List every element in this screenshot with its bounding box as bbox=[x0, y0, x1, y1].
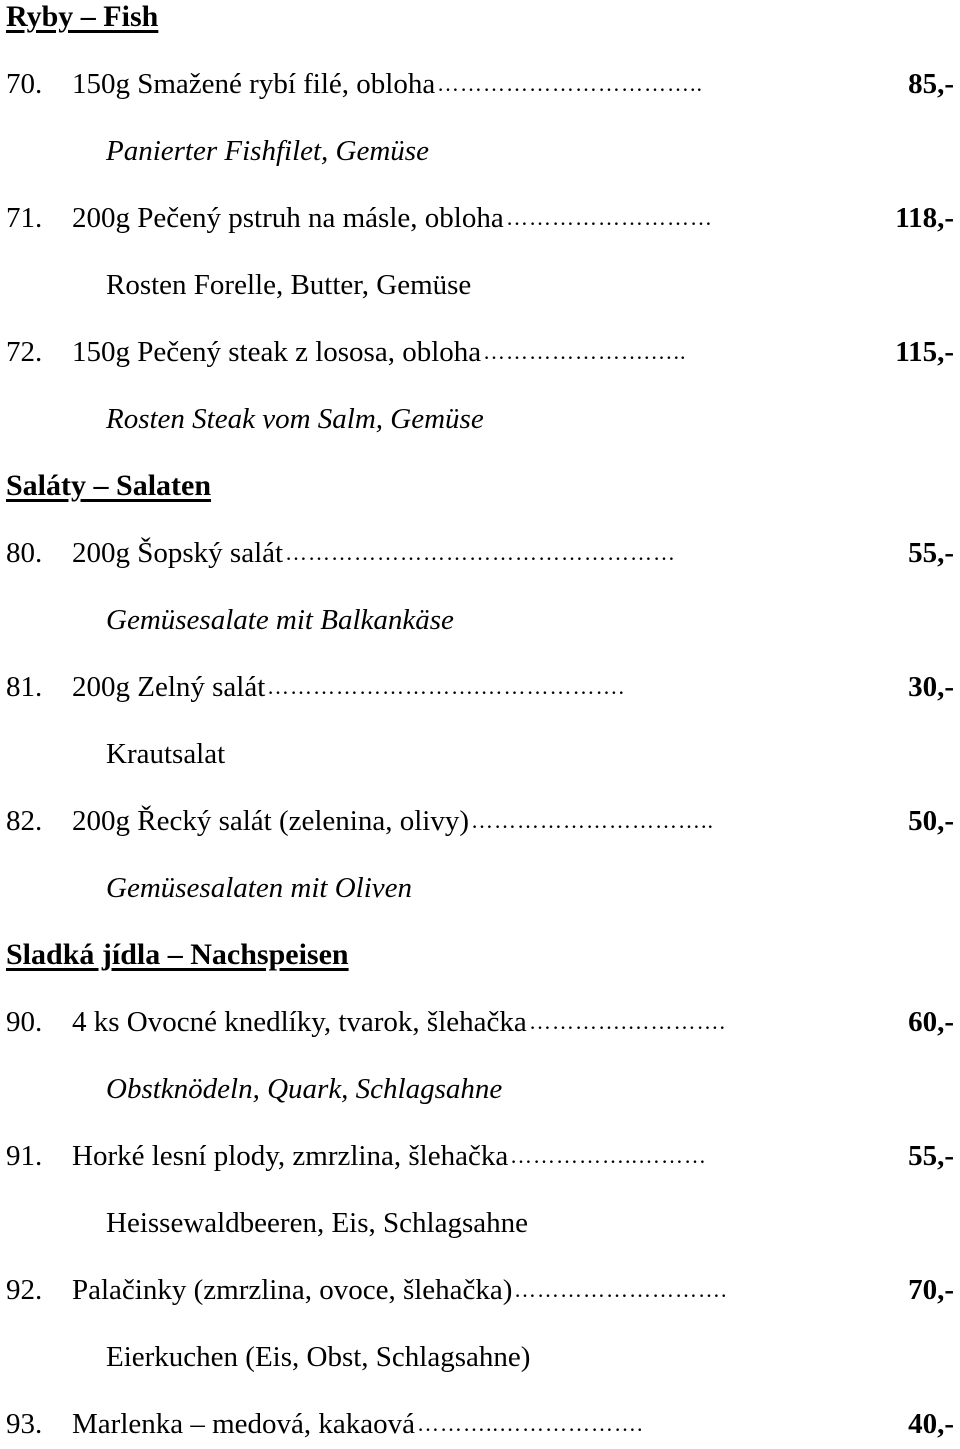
item-description: 150g Smažené rybí filé, obloha bbox=[72, 68, 436, 100]
item-description: 200g Řecký salát (zelenina, olivy) bbox=[72, 805, 470, 837]
dot-leader: ………………………. bbox=[514, 1277, 728, 1302]
item-number: 90. bbox=[6, 1006, 43, 1038]
item-number: 80. bbox=[6, 537, 43, 569]
item-translation: Krautsalat bbox=[106, 738, 226, 770]
item-number: 93. bbox=[6, 1408, 43, 1440]
item-price: 55,- bbox=[906, 1131, 954, 1181]
dot-leader: ………………….….. bbox=[483, 339, 687, 364]
item-number: 72. bbox=[6, 336, 43, 368]
item-price: 115,- bbox=[893, 327, 954, 377]
menu-item-row bbox=[0, 327, 960, 377]
menu-item-row bbox=[0, 59, 960, 109]
menu-item-row bbox=[0, 662, 960, 712]
menu-item-row bbox=[0, 1131, 960, 1181]
item-number: 71. bbox=[6, 202, 43, 234]
item-price: 118,- bbox=[893, 193, 954, 243]
item-description: 200g Šopský salát bbox=[72, 537, 284, 569]
item-translation: Heissewaldbeeren, Eis, Schlagsahne bbox=[106, 1207, 528, 1239]
item-number: 70. bbox=[6, 68, 43, 100]
section-heading: Ryby – Fish bbox=[6, 0, 159, 33]
item-number: 81. bbox=[6, 671, 43, 703]
item-price: 60,- bbox=[906, 997, 954, 1047]
item-translation: Gemüsesalaten mit Oliven bbox=[106, 872, 413, 904]
dot-leader: …………………………….. bbox=[437, 71, 703, 96]
menu-item-row bbox=[0, 997, 960, 1047]
item-description: 200g Zelný salát bbox=[72, 671, 266, 703]
item-number: 92. bbox=[6, 1274, 43, 1306]
section-heading: Saláty – Salaten bbox=[6, 469, 212, 502]
menu-item-row bbox=[0, 528, 960, 578]
menu-item-row bbox=[0, 1265, 960, 1315]
item-price: 70,- bbox=[906, 1265, 954, 1315]
dot-leader: ………….…………. bbox=[529, 1009, 726, 1034]
item-price: 40,- bbox=[906, 1399, 954, 1449]
item-price: 30,- bbox=[906, 662, 954, 712]
dot-leader: ……………..……… bbox=[510, 1143, 707, 1168]
dot-leader: ………………………….. bbox=[471, 808, 714, 833]
item-translation: Rosten Steak vom Salm, Gemüse bbox=[106, 403, 484, 435]
item-translation: Gemüsesalate mit Balkankäse bbox=[106, 604, 454, 636]
dot-leader: ……………………… bbox=[506, 205, 713, 230]
item-translation: Panierter Fishfilet, Gemüse bbox=[106, 135, 429, 167]
menu-item-row bbox=[0, 193, 960, 243]
item-translation: Eierkuchen (Eis, Obst, Schlagsahne) bbox=[106, 1341, 531, 1373]
item-number: 82. bbox=[6, 805, 43, 837]
item-translation: Obstknödeln, Quark, Schlagsahne bbox=[106, 1073, 503, 1105]
item-description: 200g Pečený pstruh na másle, obloha bbox=[72, 202, 504, 234]
section-heading: Sladká jídla – Nachspeisen bbox=[6, 938, 349, 971]
dot-leader: …………………………………………… bbox=[285, 540, 676, 565]
item-description: Horké lesní plody, zmrzlina, šlehačka bbox=[72, 1140, 509, 1172]
item-description: 4 ks Ovocné knedlíky, tvarok, šlehačka bbox=[72, 1006, 527, 1038]
item-translation: Rosten Forelle, Butter, Gemüse bbox=[106, 269, 472, 301]
item-price: 55,- bbox=[906, 528, 954, 578]
item-description: Palačinky (zmrzlina, ovoce, šlehačka) bbox=[72, 1274, 513, 1306]
dot-leader: ………..………………. bbox=[417, 1411, 644, 1436]
item-number: 91. bbox=[6, 1140, 43, 1172]
item-price: 85,- bbox=[906, 59, 954, 109]
menu-item-row bbox=[0, 796, 960, 846]
menu-item-row bbox=[0, 1399, 960, 1449]
item-price: 50,- bbox=[906, 796, 954, 846]
item-description: 150g Pečený steak z lososa, obloha bbox=[72, 336, 482, 368]
item-description: Marlenka – medová, kakaová bbox=[72, 1408, 416, 1440]
dot-leader: ……………………….………………. bbox=[267, 674, 625, 699]
